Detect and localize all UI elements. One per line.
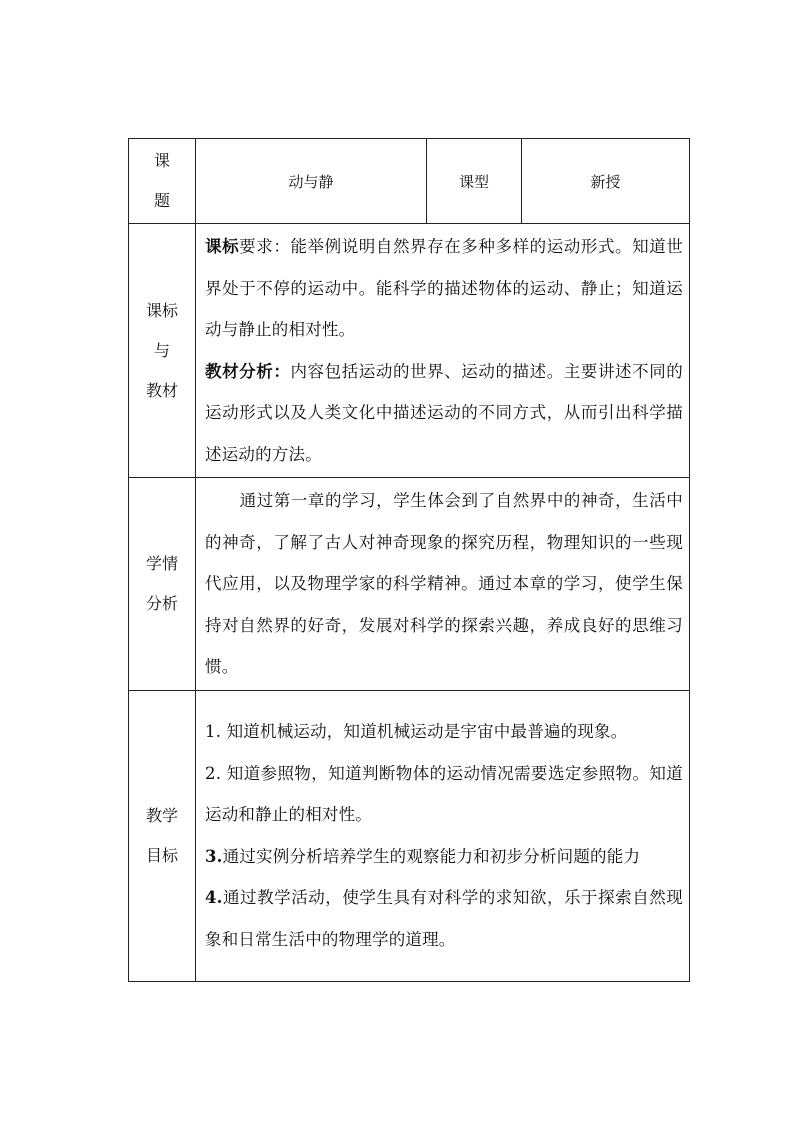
learner-label-cell [129, 478, 196, 691]
objective-text-3: 通过实例分析培养学生的观察能力和初步分析问题的能力 [222, 846, 641, 866]
lesson-plan-table [128, 138, 690, 982]
curriculum-label-line-2: 与 [153, 340, 170, 360]
objective-item-1: 1. 知道机械运动，知道机械运动是宇宙中最普遍的现象。 [205, 722, 628, 741]
objectives-row [129, 690, 690, 981]
curriculum-content-cell [196, 224, 690, 478]
type-label-cell: 课型 [427, 139, 522, 224]
header-row [129, 139, 690, 224]
analysis-text: 内容包括运动的世界、运动的描述。主要讲述不同的运动形式以及人类文化中描述运动的不同方式，从而引出科学描述运动的方法。 [205, 361, 684, 464]
objective-number-4: 4. [205, 888, 223, 907]
objectives-label-line-1: 教学 [145, 805, 178, 825]
analysis-heading: 教材分析： [205, 361, 291, 381]
learner-paragraph: 通过第一章的学习，学生体会到了自然界中的神奇，生活中的神奇，了解了古人对神奇现象的探究历程，物理知识的一些现代应用，以及物理学家的科学精神。通过本章的学习，使学生保持对自然界的好奇，发展对科学的探索兴趣，养成良好的思维习惯。 [205, 491, 683, 676]
objectives-content-cell [196, 690, 690, 981]
objective-item-4 [205, 877, 683, 960]
learner-label-line-2: 分析 [145, 593, 178, 613]
standard-heading: 课标 [205, 237, 240, 256]
objective-number-3: 3. [205, 846, 223, 866]
topic-label-line-1: 课 [153, 151, 170, 170]
objective-text-4: 通过教学活动，使学生具有对科学的求知欲，乐于探索自然现象和日常生活中的物理学的道理。 [205, 888, 683, 949]
curriculum-label-cell [129, 224, 196, 478]
objective-item-2: 2. 知道参照物，知道判断物体的运动情况需要选定参照物。知道运动和静止的相对性。 [205, 763, 683, 824]
curriculum-row [129, 224, 690, 478]
learner-row [129, 478, 690, 691]
topic-value-cell: 动与静 [196, 139, 427, 224]
learner-label-line-1: 学情 [145, 553, 178, 573]
objectives-label-cell [129, 690, 196, 981]
curriculum-analysis-paragraph [205, 351, 683, 476]
learner-content-cell [196, 478, 690, 691]
topic-label-cell [129, 139, 196, 224]
type-value-cell: 新授 [522, 139, 690, 224]
standard-text: 能举例说明自然界存在多种多样的运动形式。知道世界处于不停的运动中。能科学的描述物体的运动、静止；知道运动与静止的相对性。 [205, 237, 683, 339]
curriculum-label-line-1: 课标 [145, 300, 178, 320]
topic-label-line-2: 题 [153, 191, 170, 210]
objectives-label-line-2: 目标 [145, 845, 178, 865]
standard-heading-suffix: 要求： [239, 237, 291, 256]
curriculum-standard-paragraph [205, 226, 683, 351]
curriculum-label-line-3: 教材 [145, 380, 178, 400]
objective-item-3 [205, 836, 683, 878]
